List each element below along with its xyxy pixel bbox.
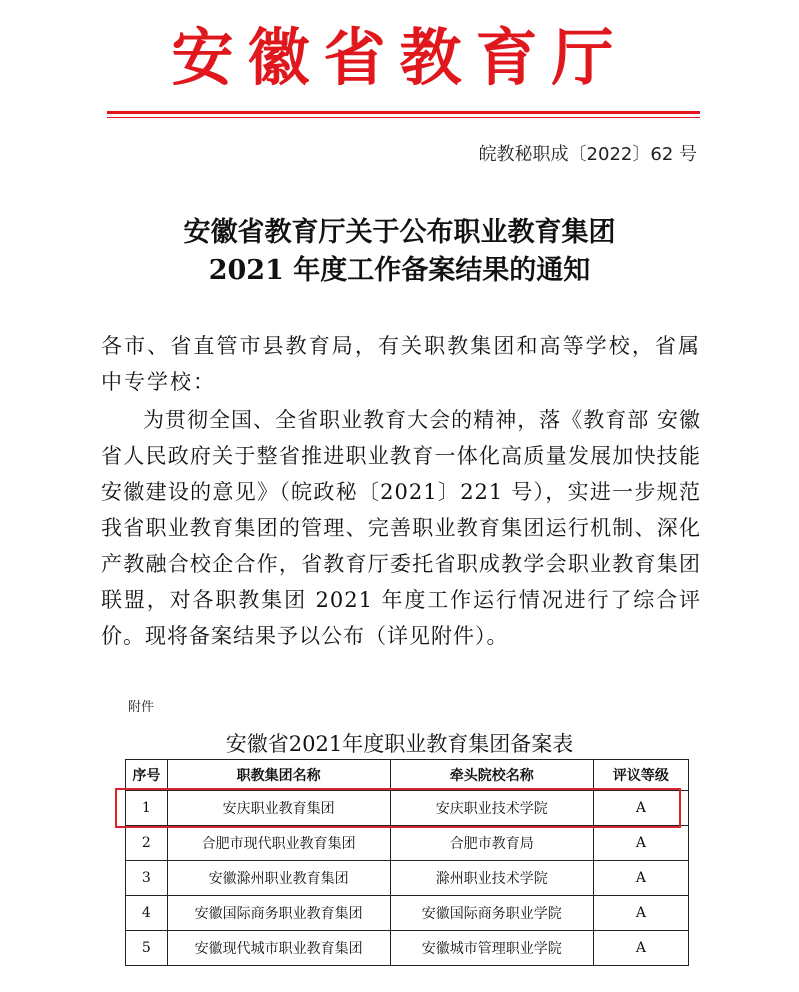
document-number: 皖教秘职成〔2022〕62 号 <box>478 144 697 165</box>
cell-group-name: 合肥市现代职业教育集团 <box>167 826 390 861</box>
table-row <box>126 791 689 826</box>
cell-school-name: 合肥市教育局 <box>390 826 593 861</box>
table-row <box>126 931 689 966</box>
record-table <box>125 759 689 966</box>
cell-grade: A <box>593 861 688 896</box>
cell-grade: A <box>593 896 688 931</box>
cell-school-name: 安徽国际商务职业学院 <box>390 896 593 931</box>
cell-grade: A <box>593 931 688 966</box>
cell-grade: A <box>593 791 688 826</box>
body-paragraph: 为贯彻全国、全省职业教育大会的精神，落《教育部 安徽省人民政府关于整省推进职业教育一体化高质量发展加快技能安徽建设的意见》（皖政秘〔2021〕221 号），实进一步规范我省职业教育集团的管理、完善职业教育集团运行机制、深化产教融合校企合作，省教育厅委托省职成教学会职业教育集团联盟，对各职教集团 2021 年度工作运行情况进行了综合评价。现将备案结果予以公布（详见附件）。 <box>101 408 701 648</box>
red-divider-thin <box>107 117 700 118</box>
cell-seq: 3 <box>126 861 168 896</box>
cell-seq: 2 <box>126 826 168 861</box>
header-group-name: 职教集团名称 <box>167 760 390 791</box>
cell-group-name: 安庆职业教育集团 <box>167 791 390 826</box>
table-row <box>126 896 689 931</box>
cell-grade: A <box>593 826 688 861</box>
cell-group-name: 安徽滁州职业教育集团 <box>167 861 390 896</box>
cell-school-name: 安庆职业技术学院 <box>390 791 593 826</box>
masthead-title: 安徽省教育厅 <box>171 21 628 94</box>
table-header-row <box>126 760 689 791</box>
header-grade: 评议等级 <box>593 760 688 791</box>
notice-title-line-2: 2021 年度工作备案结果的通知 <box>208 255 591 286</box>
table-title: 安徽省2021年度职业教育集团备案表 <box>225 732 574 756</box>
table-row <box>126 826 689 861</box>
table-row <box>126 861 689 896</box>
header-school-name: 牵头院校名称 <box>390 760 593 791</box>
attachment-label: 附件 <box>128 700 155 715</box>
cell-seq: 5 <box>126 931 168 966</box>
red-divider-thick <box>107 111 700 114</box>
salutation: 各市、省直管市县教育局，有关职教集团和高等学校，省属中专学校： <box>101 334 701 394</box>
notice-title-line-1: 安徽省教育厅关于公布职业教育集团 <box>183 217 616 248</box>
cell-group-name: 安徽国际商务职业教育集团 <box>167 896 390 931</box>
cell-seq: 4 <box>126 896 168 931</box>
header-seq: 序号 <box>126 760 168 791</box>
cell-school-name: 滁州职业技术学院 <box>390 861 593 896</box>
cell-group-name: 安徽现代城市职业教育集团 <box>167 931 390 966</box>
cell-seq: 1 <box>126 791 168 826</box>
cell-school-name: 安徽城市管理职业学院 <box>390 931 593 966</box>
